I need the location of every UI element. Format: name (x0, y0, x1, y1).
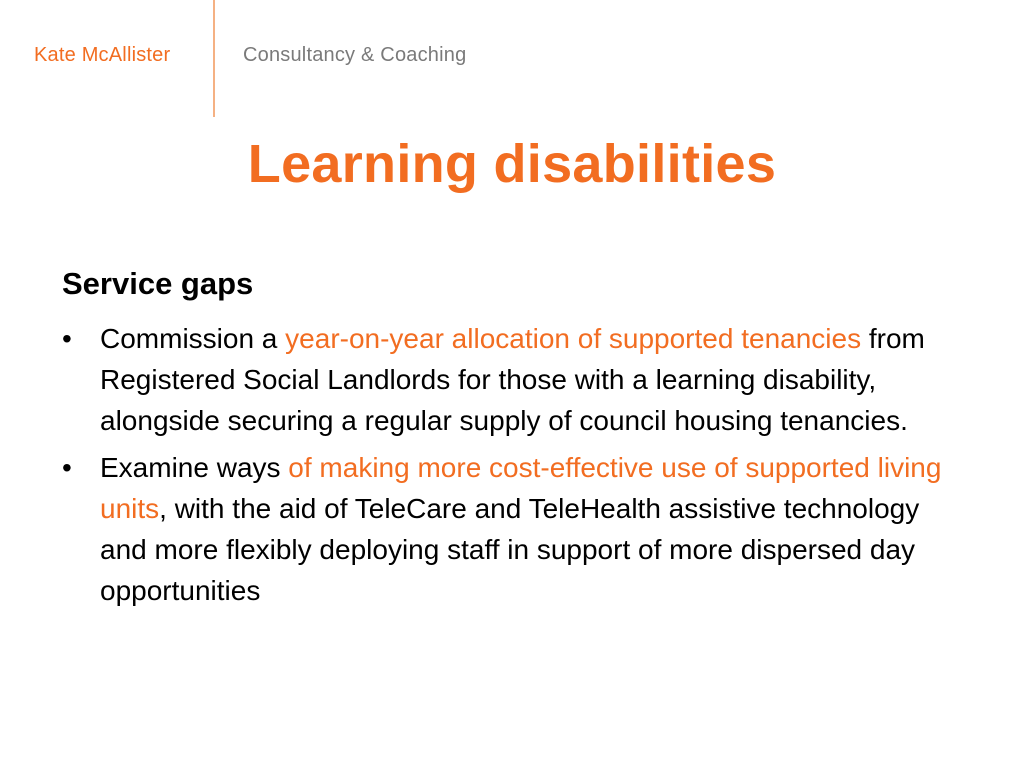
bullet-dot-icon: • (62, 452, 72, 483)
bullet-text: from Registered Social Landlords for those with a learning disability, alongside securing a regular supply of council housing tenancies. (100, 323, 925, 436)
bullet-highlight: year-on-year allocation of supported tenancies (285, 323, 862, 354)
brand-name: Kate McAllister (34, 44, 171, 66)
bullet-item (62, 447, 942, 611)
bullet-text: Commission a (100, 323, 286, 354)
bullet-text: , with the aid of TeleCare and TeleHealth assistive technology and more flexibly deploying staff in support of more dispersed day opportunities (100, 493, 920, 606)
bullet-dot-icon: • (62, 323, 72, 354)
bullet-highlight: of making more cost-effective use of supported living units (100, 452, 942, 524)
slide-title: Learning disabilities (247, 134, 777, 194)
bullet-list (62, 318, 942, 617)
brand-tagline: Consultancy & Coaching (243, 44, 467, 66)
bullet-item (62, 318, 942, 441)
bullet-text: Examine ways (100, 452, 289, 483)
section-heading: Service gaps (62, 266, 254, 301)
logo-divider (213, 0, 215, 117)
